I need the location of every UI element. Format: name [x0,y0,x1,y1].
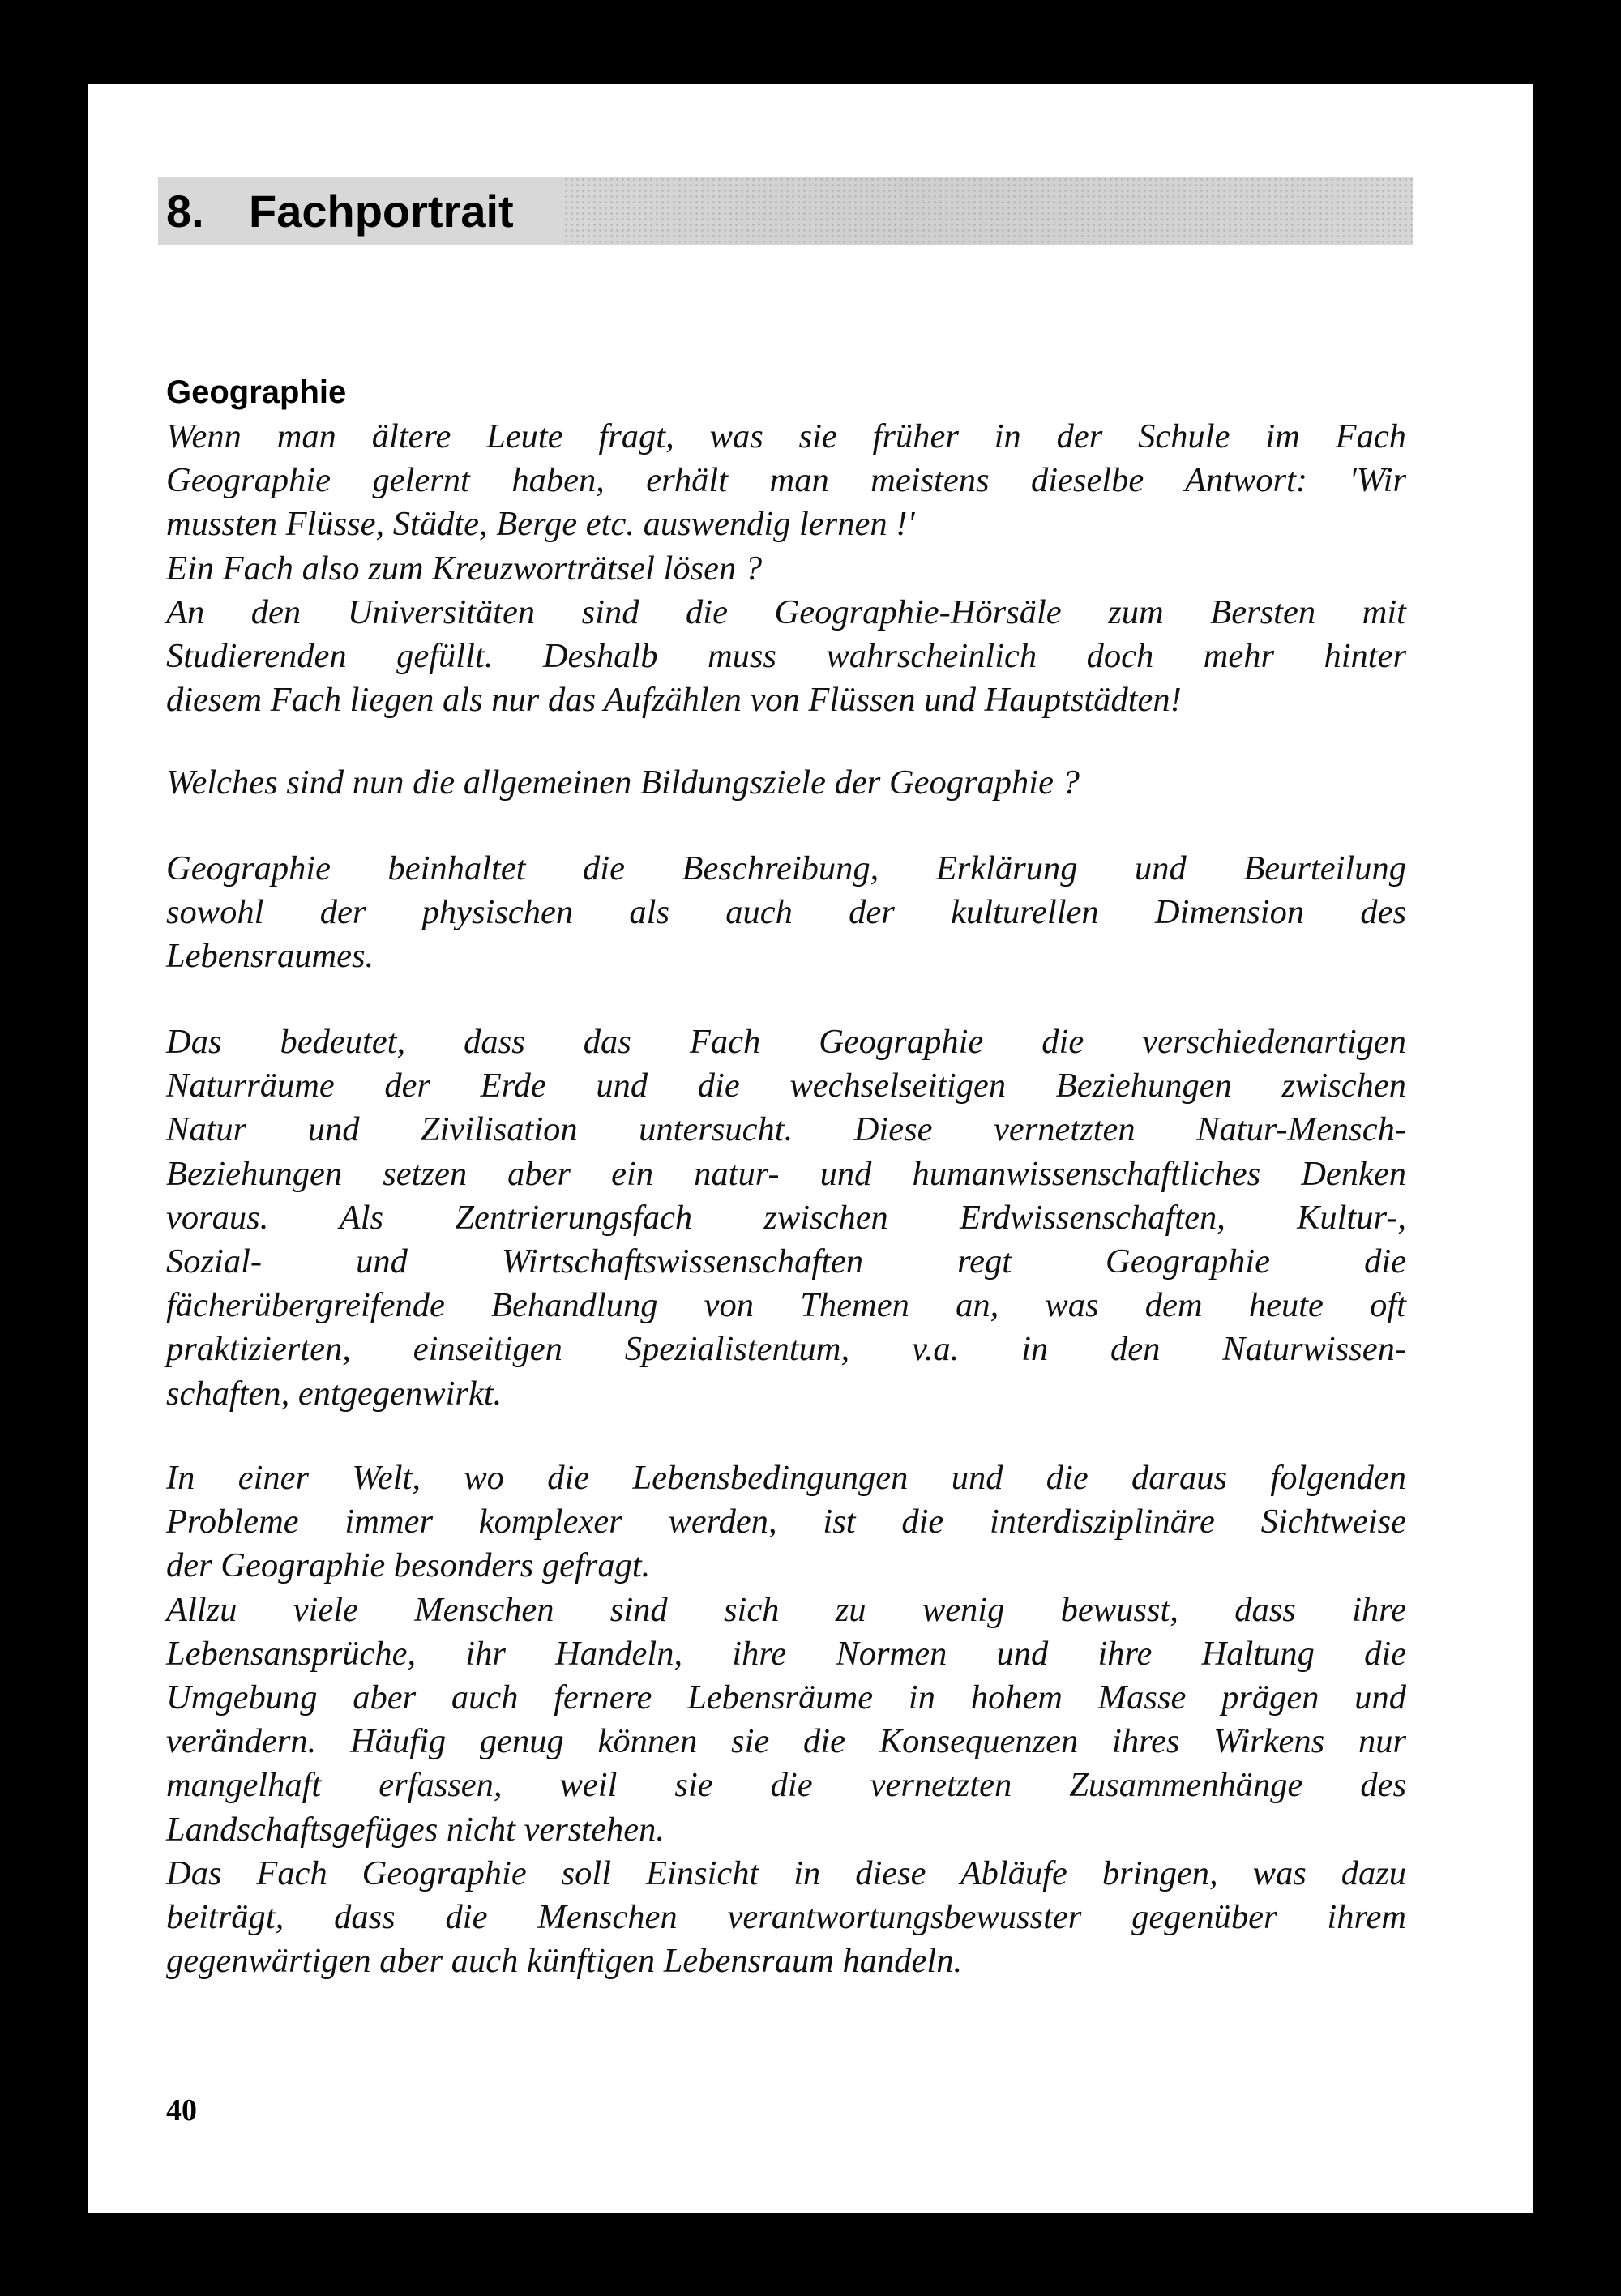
text-line: In einer Welt, wo die Lebensbedingungen und die daraus folgenden [166,1459,1406,1497]
text-line: beiträgt, dass die Menschen verantwortungsbewusster gegenüber ihrem [166,1898,1406,1937]
text-line: Geographie beinhaltet die Beschreibung, Erklärung und Beurteilung [166,849,1406,887]
text-line: mangelhaft erfassen, weil sie die vernetzten Zusammenhänge des [166,1766,1406,1805]
text-line: Allzu viele Menschen sind sich zu wenig bewusst, dass ihre [166,1590,1406,1629]
text-line: Beziehungen setzen aber ein natur- und humanwissenschaftliches Denken [166,1154,1406,1193]
text-line: schaften, entgegenwirkt. [166,1374,503,1413]
text-line: fächerübergreifende Behandlung von Themen an, was dem heute oft [166,1286,1406,1325]
paragraph-intro [166,415,1406,722]
text-line: Umgebung aber auch fernere Lebensräume in hohem Masse prägen und [166,1678,1406,1717]
text-line: sowohl der physischen als auch der kulturellen Dimension des [166,893,1406,932]
text-line: Probleme immer komplexer werden, ist die interdisziplinäre Sichtweise [166,1503,1406,1541]
paragraph-definition [166,847,1406,979]
text-line: Natur und Zivilisation untersucht. Diese vernetzten Natur-Mensch- [166,1110,1406,1149]
text-line: verändern. Häufig genug können sie die Konsequenzen ihres Wirkens nur [166,1722,1406,1761]
text-line: praktizierten, einseitigen Spezialistentum, v.a. in den Naturwissen- [166,1330,1406,1369]
text-line: Sozial- und Wirtschaftswissenschaften regt Geographie die [166,1242,1406,1281]
section-number: 8. [166,186,204,237]
text-line: Geographie gelernt haben, erhält man meistens dieselbe Antwort: 'Wir [166,461,1406,500]
text-line: Lebensansprüche, ihr Handeln, ihre Normen und ihre Haltung die [166,1634,1406,1673]
text-line: Studierenden gefüllt. Deshalb muss wahrscheinlich doch mehr hinter [166,637,1406,676]
text-line: der Geographie besonders gefragt. [166,1546,651,1585]
text-line: Das Fach Geographie soll Einsicht in diese Abläufe bringen, was dazu [166,1853,1406,1892]
section-title: Fachportrait [249,186,514,237]
text-line: voraus. Als Zentrierungsfach zwischen Erdwissenschaften, Kultur-, [166,1198,1406,1237]
text-line: Naturräume der Erde und die wechselseitigen Beziehungen zwischen [166,1067,1406,1105]
paragraph-conclusion [166,1456,1406,1983]
subject-title: Geographie [166,374,347,410]
paragraph-meaning [166,1020,1406,1416]
text-line: An den Universitäten sind die Geographie-Hörsäle zum Bersten mit [166,592,1406,631]
paragraph-question [166,761,1406,805]
text-line: Das bedeutet, dass das Fach Geographie die verschiedenartigen [166,1023,1406,1061]
text-line: Lebensraumes. [166,937,374,976]
text-line: gegenwärtigen aber auch künftigen Lebensraum handeln. [166,1942,963,1981]
text-line: diesem Fach liegen als nur das Aufzählen von Flüssen und Hauptstädten! [166,681,1182,720]
page-number: 40 [166,2093,197,2127]
text-line: Landschaftsgefüges nicht verstehen. [166,1810,665,1849]
text-line: Wenn man ältere Leute fragt, was sie früher in der Schule im Fach [166,417,1406,455]
text-line: Welches sind nun die allgemeinen Bildungsziele der Geographie ? [166,763,1080,802]
heading-bar-texture [563,177,1413,245]
section-heading [166,183,514,240]
text-line: mussten Flüsse, Städte, Berge etc. auswendig lernen !' [166,505,915,544]
text-line: Ein Fach also zum Kreuzworträtsel lösen ? [166,549,763,588]
